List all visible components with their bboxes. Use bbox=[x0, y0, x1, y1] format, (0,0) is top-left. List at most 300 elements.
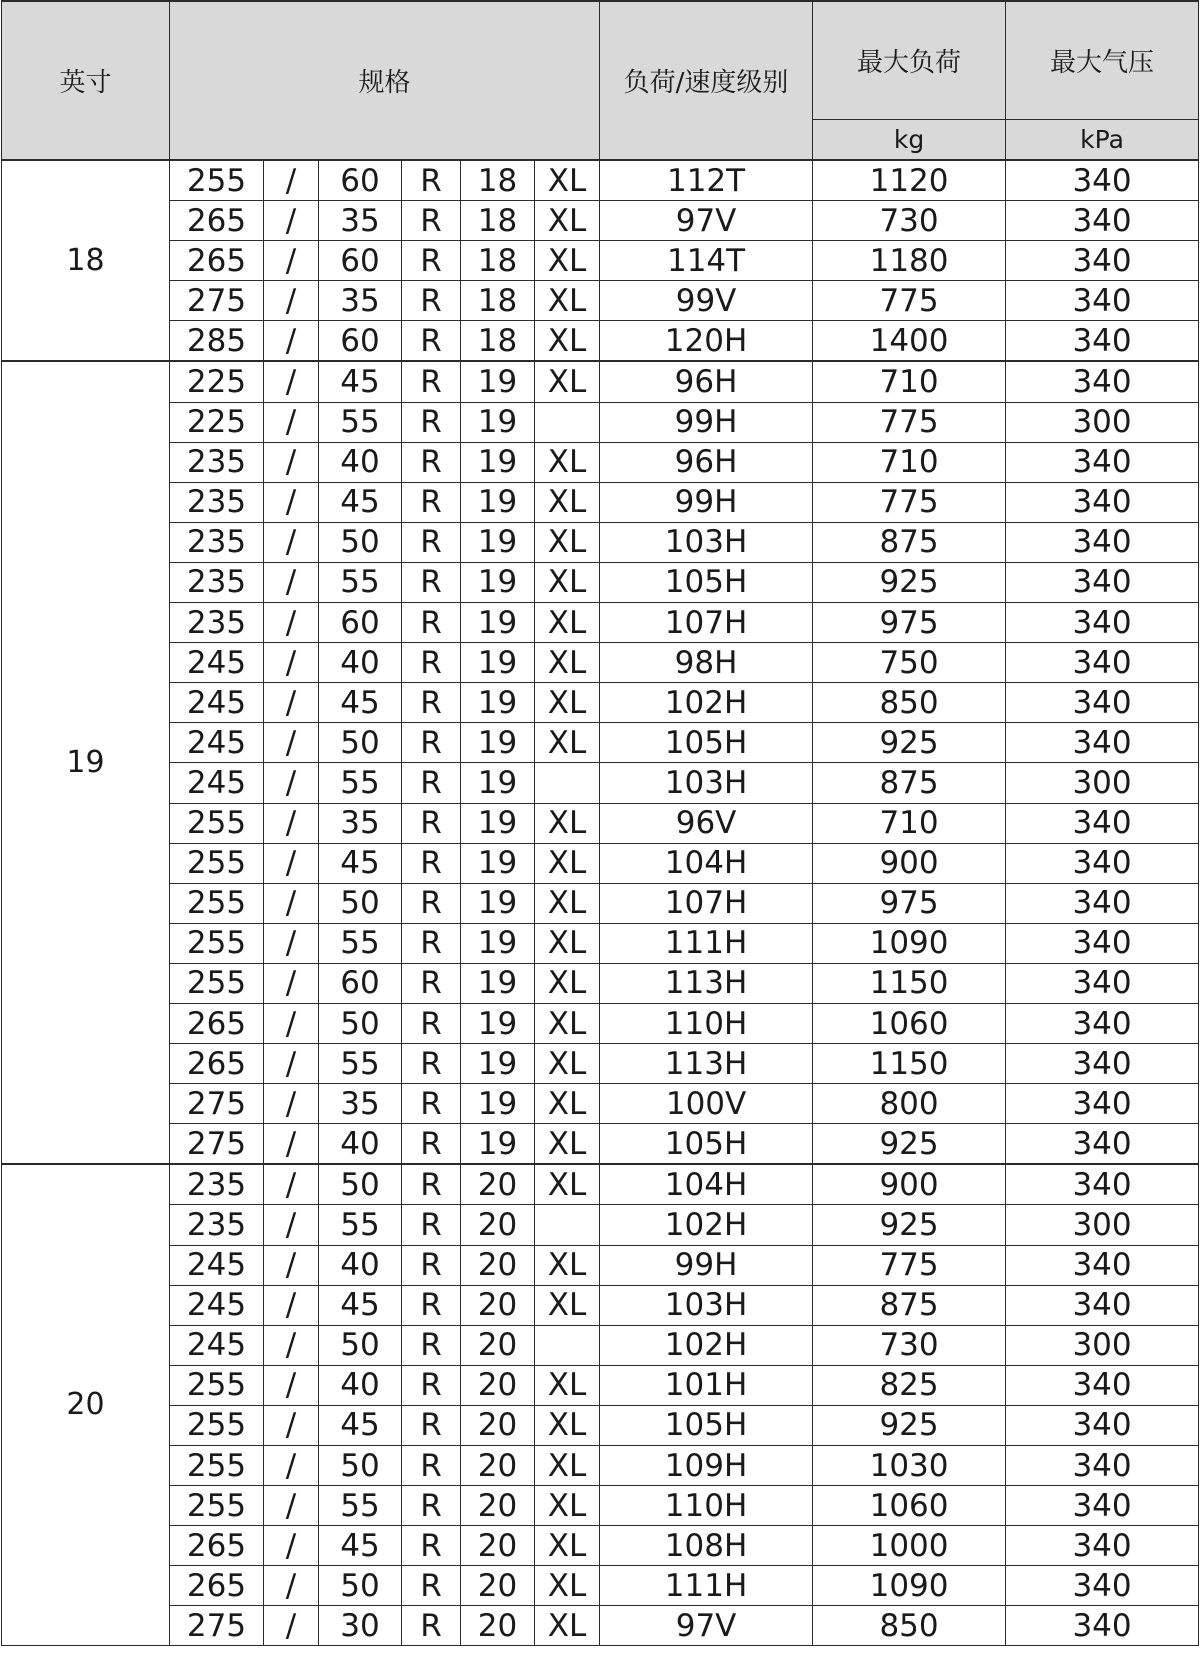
diameter-cell: 19 bbox=[461, 562, 535, 602]
max-load-cell: 1150 bbox=[813, 963, 1006, 1003]
slash-cell: / bbox=[264, 361, 319, 402]
aspect-cell: 40 bbox=[319, 643, 402, 683]
radial-cell: R bbox=[402, 723, 461, 763]
diameter-cell: 19 bbox=[461, 1044, 535, 1084]
slash-cell: / bbox=[264, 1285, 319, 1325]
max-load-cell: 730 bbox=[813, 201, 1006, 241]
table-row bbox=[2, 1285, 1199, 1325]
radial-cell: R bbox=[402, 923, 461, 963]
aspect-cell: 55 bbox=[319, 923, 402, 963]
aspect-cell: 50 bbox=[319, 883, 402, 923]
slash-cell: / bbox=[264, 723, 319, 763]
width-cell: 255 bbox=[170, 803, 264, 843]
width-cell: 265 bbox=[170, 1566, 264, 1606]
table-row bbox=[2, 963, 1199, 1003]
xl-cell: XL bbox=[535, 321, 600, 362]
tire-spec-table bbox=[1, 0, 1199, 1646]
slash-cell: / bbox=[264, 482, 319, 522]
aspect-cell: 50 bbox=[319, 522, 402, 562]
aspect-cell: 60 bbox=[319, 321, 402, 362]
load-speed-cell: 99V bbox=[600, 281, 813, 321]
table-row bbox=[2, 522, 1199, 562]
radial-cell: R bbox=[402, 1285, 461, 1325]
slash-cell: / bbox=[264, 1044, 319, 1084]
load-speed-cell: 96V bbox=[600, 803, 813, 843]
max-load-cell: 850 bbox=[813, 683, 1006, 723]
diameter-cell: 19 bbox=[461, 803, 535, 843]
slash-cell: / bbox=[264, 1446, 319, 1486]
aspect-cell: 45 bbox=[319, 361, 402, 402]
radial-cell: R bbox=[402, 442, 461, 482]
xl-cell: XL bbox=[535, 1566, 600, 1606]
xl-cell bbox=[535, 1205, 600, 1245]
slash-cell: / bbox=[264, 1606, 319, 1646]
aspect-cell: 60 bbox=[319, 963, 402, 1003]
load-speed-cell: 97V bbox=[600, 201, 813, 241]
table-row bbox=[2, 482, 1199, 522]
max-pressure-cell: 300 bbox=[1006, 1205, 1199, 1245]
radial-cell: R bbox=[402, 1205, 461, 1245]
xl-cell: XL bbox=[535, 1446, 600, 1486]
slash-cell: / bbox=[264, 1566, 319, 1606]
aspect-cell: 60 bbox=[319, 241, 402, 281]
radial-cell: R bbox=[402, 963, 461, 1003]
radial-cell: R bbox=[402, 241, 461, 281]
width-cell: 265 bbox=[170, 241, 264, 281]
table-row bbox=[2, 1164, 1199, 1205]
aspect-cell: 35 bbox=[319, 281, 402, 321]
xl-cell: XL bbox=[535, 723, 600, 763]
table-body bbox=[2, 160, 1199, 1646]
slash-cell: / bbox=[264, 1205, 319, 1245]
max-pressure-cell: 340 bbox=[1006, 1365, 1199, 1405]
width-cell: 255 bbox=[170, 883, 264, 923]
max-pressure-cell: 340 bbox=[1006, 1446, 1199, 1486]
width-cell: 225 bbox=[170, 361, 264, 402]
xl-cell: XL bbox=[535, 482, 600, 522]
max-pressure-cell: 340 bbox=[1006, 1245, 1199, 1285]
diameter-cell: 20 bbox=[461, 1205, 535, 1245]
load-speed-cell: 101H bbox=[600, 1365, 813, 1405]
max-load-cell: 925 bbox=[813, 723, 1006, 763]
aspect-cell: 30 bbox=[319, 1606, 402, 1646]
table-row bbox=[2, 883, 1199, 923]
load-speed-cell: 102H bbox=[600, 1205, 813, 1245]
max-pressure-cell: 340 bbox=[1006, 883, 1199, 923]
width-cell: 285 bbox=[170, 321, 264, 362]
xl-cell: XL bbox=[535, 883, 600, 923]
xl-cell bbox=[535, 763, 600, 803]
load-speed-cell: 102H bbox=[600, 683, 813, 723]
load-speed-cell: 98H bbox=[600, 643, 813, 683]
width-cell: 255 bbox=[170, 1405, 264, 1445]
max-pressure-cell: 340 bbox=[1006, 442, 1199, 482]
max-load-cell: 925 bbox=[813, 1205, 1006, 1245]
table-row bbox=[2, 1325, 1199, 1365]
xl-cell: XL bbox=[535, 361, 600, 402]
load-speed-cell: 120H bbox=[600, 321, 813, 362]
diameter-cell: 19 bbox=[461, 402, 535, 442]
aspect-cell: 50 bbox=[319, 1003, 402, 1043]
table-row bbox=[2, 1124, 1199, 1165]
slash-cell: / bbox=[264, 643, 319, 683]
max-load-cell: 975 bbox=[813, 603, 1006, 643]
xl-cell: XL bbox=[535, 442, 600, 482]
max-pressure-cell: 340 bbox=[1006, 1526, 1199, 1566]
width-cell: 245 bbox=[170, 1285, 264, 1325]
load-speed-cell: 105H bbox=[600, 1124, 813, 1165]
max-pressure-cell: 340 bbox=[1006, 1566, 1199, 1606]
xl-cell: XL bbox=[535, 1044, 600, 1084]
xl-cell bbox=[535, 402, 600, 442]
aspect-cell: 45 bbox=[319, 1526, 402, 1566]
table-row bbox=[2, 442, 1199, 482]
radial-cell: R bbox=[402, 1526, 461, 1566]
max-pressure-cell: 340 bbox=[1006, 643, 1199, 683]
xl-cell: XL bbox=[535, 241, 600, 281]
max-pressure-cell: 340 bbox=[1006, 1285, 1199, 1325]
xl-cell: XL bbox=[535, 1526, 600, 1566]
diameter-cell: 19 bbox=[461, 1003, 535, 1043]
diameter-cell: 18 bbox=[461, 160, 535, 201]
load-speed-cell: 105H bbox=[600, 1405, 813, 1445]
xl-cell: XL bbox=[535, 1124, 600, 1165]
xl-cell: XL bbox=[535, 522, 600, 562]
load-speed-cell: 96H bbox=[600, 361, 813, 402]
table-row bbox=[2, 683, 1199, 723]
diameter-cell: 20 bbox=[461, 1606, 535, 1646]
xl-cell: XL bbox=[535, 1606, 600, 1646]
table-row bbox=[2, 643, 1199, 683]
aspect-cell: 45 bbox=[319, 843, 402, 883]
table-row bbox=[2, 1044, 1199, 1084]
slash-cell: / bbox=[264, 883, 319, 923]
xl-cell: XL bbox=[535, 803, 600, 843]
aspect-cell: 55 bbox=[319, 562, 402, 602]
max-load-cell: 1000 bbox=[813, 1526, 1006, 1566]
max-pressure-cell: 340 bbox=[1006, 1405, 1199, 1445]
inch-cell: 18 bbox=[2, 160, 170, 361]
table-row bbox=[2, 723, 1199, 763]
max-pressure-cell: 340 bbox=[1006, 963, 1199, 1003]
width-cell: 235 bbox=[170, 522, 264, 562]
radial-cell: R bbox=[402, 843, 461, 883]
xl-cell: XL bbox=[535, 1245, 600, 1285]
xl-cell: XL bbox=[535, 160, 600, 201]
width-cell: 235 bbox=[170, 1164, 264, 1205]
header-load-speed: 负荷/速度级别 bbox=[600, 1, 813, 160]
diameter-cell: 19 bbox=[461, 361, 535, 402]
radial-cell: R bbox=[402, 1606, 461, 1646]
diameter-cell: 20 bbox=[461, 1526, 535, 1566]
aspect-cell: 40 bbox=[319, 1365, 402, 1405]
max-load-cell: 710 bbox=[813, 361, 1006, 402]
width-cell: 255 bbox=[170, 1486, 264, 1526]
table-row bbox=[2, 402, 1199, 442]
radial-cell: R bbox=[402, 1566, 461, 1606]
diameter-cell: 20 bbox=[461, 1446, 535, 1486]
table-row bbox=[2, 160, 1199, 201]
diameter-cell: 19 bbox=[461, 482, 535, 522]
max-pressure-cell: 340 bbox=[1006, 1084, 1199, 1124]
radial-cell: R bbox=[402, 603, 461, 643]
xl-cell: XL bbox=[535, 1285, 600, 1325]
max-load-cell: 1120 bbox=[813, 160, 1006, 201]
max-load-cell: 750 bbox=[813, 643, 1006, 683]
max-pressure-cell: 340 bbox=[1006, 683, 1199, 723]
table-row bbox=[2, 803, 1199, 843]
width-cell: 255 bbox=[170, 160, 264, 201]
max-load-cell: 1400 bbox=[813, 321, 1006, 362]
load-speed-cell: 109H bbox=[600, 1446, 813, 1486]
table-row bbox=[2, 1084, 1199, 1124]
max-load-cell: 730 bbox=[813, 1325, 1006, 1365]
max-pressure-cell: 340 bbox=[1006, 1003, 1199, 1043]
max-pressure-cell: 340 bbox=[1006, 1164, 1199, 1205]
max-pressure-cell: 340 bbox=[1006, 603, 1199, 643]
max-pressure-cell: 340 bbox=[1006, 160, 1199, 201]
inch-cell: 20 bbox=[2, 1164, 170, 1646]
width-cell: 245 bbox=[170, 763, 264, 803]
slash-cell: / bbox=[264, 1325, 319, 1365]
slash-cell: / bbox=[264, 683, 319, 723]
max-pressure-cell: 340 bbox=[1006, 1606, 1199, 1646]
aspect-cell: 55 bbox=[319, 1486, 402, 1526]
load-speed-cell: 111H bbox=[600, 923, 813, 963]
radial-cell: R bbox=[402, 1365, 461, 1405]
radial-cell: R bbox=[402, 1084, 461, 1124]
max-load-cell: 900 bbox=[813, 843, 1006, 883]
slash-cell: / bbox=[264, 160, 319, 201]
max-pressure-cell: 340 bbox=[1006, 843, 1199, 883]
header-max-pressure: 最大气压 bbox=[1006, 1, 1199, 120]
aspect-cell: 45 bbox=[319, 1285, 402, 1325]
max-load-cell: 925 bbox=[813, 1405, 1006, 1445]
xl-cell: XL bbox=[535, 1003, 600, 1043]
xl-cell: XL bbox=[535, 843, 600, 883]
width-cell: 275 bbox=[170, 1084, 264, 1124]
max-pressure-cell: 300 bbox=[1006, 402, 1199, 442]
max-load-cell: 1060 bbox=[813, 1003, 1006, 1043]
load-speed-cell: 102H bbox=[600, 1325, 813, 1365]
aspect-cell: 45 bbox=[319, 1405, 402, 1445]
radial-cell: R bbox=[402, 643, 461, 683]
load-speed-cell: 97V bbox=[600, 1606, 813, 1646]
width-cell: 235 bbox=[170, 562, 264, 602]
max-load-cell: 710 bbox=[813, 803, 1006, 843]
slash-cell: / bbox=[264, 201, 319, 241]
load-speed-cell: 103H bbox=[600, 1285, 813, 1325]
radial-cell: R bbox=[402, 482, 461, 522]
radial-cell: R bbox=[402, 1325, 461, 1365]
max-pressure-cell: 340 bbox=[1006, 361, 1199, 402]
load-speed-cell: 99H bbox=[600, 1245, 813, 1285]
slash-cell: / bbox=[264, 1124, 319, 1165]
width-cell: 275 bbox=[170, 1606, 264, 1646]
max-pressure-cell: 340 bbox=[1006, 321, 1199, 362]
max-pressure-cell: 340 bbox=[1006, 562, 1199, 602]
radial-cell: R bbox=[402, 562, 461, 602]
inch-cell: 19 bbox=[2, 361, 170, 1164]
xl-cell: XL bbox=[535, 1486, 600, 1526]
slash-cell: / bbox=[264, 603, 319, 643]
max-load-cell: 800 bbox=[813, 1084, 1006, 1124]
slash-cell: / bbox=[264, 963, 319, 1003]
xl-cell: XL bbox=[535, 1365, 600, 1405]
diameter-cell: 19 bbox=[461, 442, 535, 482]
load-speed-cell: 103H bbox=[600, 763, 813, 803]
max-load-cell: 1060 bbox=[813, 1486, 1006, 1526]
table-row bbox=[2, 562, 1199, 602]
load-speed-cell: 105H bbox=[600, 723, 813, 763]
slash-cell: / bbox=[264, 923, 319, 963]
diameter-cell: 19 bbox=[461, 723, 535, 763]
max-load-cell: 875 bbox=[813, 763, 1006, 803]
aspect-cell: 60 bbox=[319, 160, 402, 201]
width-cell: 245 bbox=[170, 1245, 264, 1285]
table-row bbox=[2, 923, 1199, 963]
diameter-cell: 20 bbox=[461, 1365, 535, 1405]
aspect-cell: 55 bbox=[319, 763, 402, 803]
width-cell: 265 bbox=[170, 1003, 264, 1043]
load-speed-cell: 113H bbox=[600, 963, 813, 1003]
diameter-cell: 20 bbox=[461, 1245, 535, 1285]
slash-cell: / bbox=[264, 522, 319, 562]
xl-cell: XL bbox=[535, 1405, 600, 1445]
diameter-cell: 19 bbox=[461, 643, 535, 683]
max-pressure-cell: 340 bbox=[1006, 522, 1199, 562]
aspect-cell: 50 bbox=[319, 1566, 402, 1606]
load-speed-cell: 107H bbox=[600, 603, 813, 643]
load-speed-cell: 100V bbox=[600, 1084, 813, 1124]
max-load-cell: 900 bbox=[813, 1164, 1006, 1205]
diameter-cell: 19 bbox=[461, 1084, 535, 1124]
width-cell: 265 bbox=[170, 201, 264, 241]
max-pressure-cell: 340 bbox=[1006, 1124, 1199, 1165]
slash-cell: / bbox=[264, 763, 319, 803]
diameter-cell: 19 bbox=[461, 883, 535, 923]
diameter-cell: 18 bbox=[461, 281, 535, 321]
load-speed-cell: 99H bbox=[600, 402, 813, 442]
diameter-cell: 20 bbox=[461, 1566, 535, 1606]
table-row bbox=[2, 361, 1199, 402]
width-cell: 245 bbox=[170, 723, 264, 763]
slash-cell: / bbox=[264, 562, 319, 602]
header-spec: 规格 bbox=[170, 1, 600, 160]
load-speed-cell: 105H bbox=[600, 562, 813, 602]
table-row bbox=[2, 763, 1199, 803]
radial-cell: R bbox=[402, 1003, 461, 1043]
load-speed-cell: 113H bbox=[600, 1044, 813, 1084]
aspect-cell: 50 bbox=[319, 723, 402, 763]
max-load-cell: 1090 bbox=[813, 1566, 1006, 1606]
max-load-cell: 925 bbox=[813, 1124, 1006, 1165]
aspect-cell: 45 bbox=[319, 683, 402, 723]
max-pressure-cell: 340 bbox=[1006, 803, 1199, 843]
max-load-cell: 875 bbox=[813, 1285, 1006, 1325]
diameter-cell: 20 bbox=[461, 1325, 535, 1365]
max-load-cell: 1030 bbox=[813, 1446, 1006, 1486]
radial-cell: R bbox=[402, 1044, 461, 1084]
aspect-cell: 60 bbox=[319, 603, 402, 643]
table-row bbox=[2, 1365, 1199, 1405]
table-row bbox=[2, 1205, 1199, 1245]
header-max-load: 最大负荷 bbox=[813, 1, 1006, 120]
xl-cell: XL bbox=[535, 923, 600, 963]
width-cell: 245 bbox=[170, 683, 264, 723]
max-load-cell: 1180 bbox=[813, 241, 1006, 281]
max-load-cell: 1090 bbox=[813, 923, 1006, 963]
slash-cell: / bbox=[264, 402, 319, 442]
aspect-cell: 50 bbox=[319, 1325, 402, 1365]
slash-cell: / bbox=[264, 1365, 319, 1405]
diameter-cell: 19 bbox=[461, 923, 535, 963]
load-speed-cell: 104H bbox=[600, 843, 813, 883]
diameter-cell: 18 bbox=[461, 201, 535, 241]
max-load-cell: 925 bbox=[813, 562, 1006, 602]
diameter-cell: 19 bbox=[461, 963, 535, 1003]
load-speed-cell: 103H bbox=[600, 522, 813, 562]
width-cell: 235 bbox=[170, 482, 264, 522]
radial-cell: R bbox=[402, 361, 461, 402]
radial-cell: R bbox=[402, 1245, 461, 1285]
xl-cell: XL bbox=[535, 603, 600, 643]
table-row bbox=[2, 1606, 1199, 1646]
aspect-cell: 40 bbox=[319, 442, 402, 482]
diameter-cell: 20 bbox=[461, 1486, 535, 1526]
max-load-cell: 825 bbox=[813, 1365, 1006, 1405]
diameter-cell: 20 bbox=[461, 1285, 535, 1325]
diameter-cell: 20 bbox=[461, 1164, 535, 1205]
table-row bbox=[2, 241, 1199, 281]
radial-cell: R bbox=[402, 321, 461, 362]
max-pressure-cell: 340 bbox=[1006, 1486, 1199, 1526]
width-cell: 235 bbox=[170, 1205, 264, 1245]
slash-cell: / bbox=[264, 241, 319, 281]
width-cell: 245 bbox=[170, 643, 264, 683]
aspect-cell: 55 bbox=[319, 1205, 402, 1245]
table-row bbox=[2, 1405, 1199, 1445]
radial-cell: R bbox=[402, 522, 461, 562]
xl-cell: XL bbox=[535, 562, 600, 602]
radial-cell: R bbox=[402, 763, 461, 803]
table-row bbox=[2, 1566, 1199, 1606]
max-load-cell: 875 bbox=[813, 522, 1006, 562]
radial-cell: R bbox=[402, 803, 461, 843]
diameter-cell: 19 bbox=[461, 763, 535, 803]
radial-cell: R bbox=[402, 1124, 461, 1165]
load-speed-cell: 108H bbox=[600, 1526, 813, 1566]
max-load-cell: 775 bbox=[813, 402, 1006, 442]
max-pressure-cell: 340 bbox=[1006, 723, 1199, 763]
max-pressure-cell: 340 bbox=[1006, 482, 1199, 522]
table-row bbox=[2, 1245, 1199, 1285]
slash-cell: / bbox=[264, 442, 319, 482]
table-row bbox=[2, 1003, 1199, 1043]
table-row bbox=[2, 201, 1199, 241]
radial-cell: R bbox=[402, 1405, 461, 1445]
table-row bbox=[2, 1526, 1199, 1566]
load-speed-cell: 107H bbox=[600, 883, 813, 923]
diameter-cell: 20 bbox=[461, 1405, 535, 1445]
radial-cell: R bbox=[402, 1486, 461, 1526]
max-load-cell: 975 bbox=[813, 883, 1006, 923]
slash-cell: / bbox=[264, 1405, 319, 1445]
aspect-cell: 40 bbox=[319, 1245, 402, 1285]
xl-cell: XL bbox=[535, 643, 600, 683]
max-load-cell: 775 bbox=[813, 281, 1006, 321]
diameter-cell: 19 bbox=[461, 603, 535, 643]
